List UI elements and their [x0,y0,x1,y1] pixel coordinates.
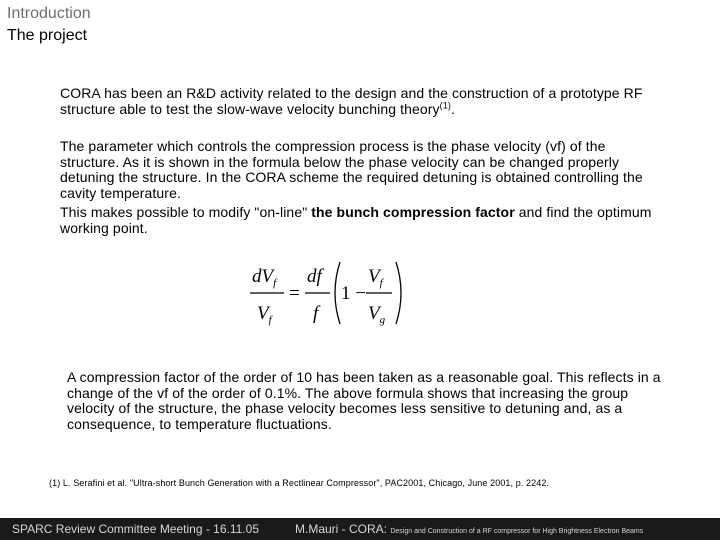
formula-paren-left [335,262,340,324]
paragraph-compression-goal: A compression factor of the order of 10 has been taken as a reasonable goal. This reflects in a change of the vf of the order of 0.1%. The above formula shows that increasing the group velocity of the structure, the phase velocity becomes less sensitive to detuning and, as a consequence, to temperature fluctuations. [67,369,661,432]
paragraph-text: and find the optimum working point. [60,204,652,236]
section-title: Introduction [7,5,91,22]
paragraph-text: CORA has been an R&D activity related to the design and the construction of a prototype RF structure able to test the slow-wave velocity bunching theory [60,85,643,117]
footer-bar [0,518,720,540]
footer-author-name: M.Mauri - CORA: [295,522,391,536]
formula-paren-right [396,262,401,324]
footnote: (1) L. Serafini et al. "Ultra-short Bunch Generation with a Rectlinear Compressor", PAC2001, Chicago, June 2001, p. 2242. [49,478,550,488]
paragraph-online [60,205,660,236]
paragraph-phase-velocity: The parameter which controls the compression process is the phase velocity (vf) of the structure. As it is shown in the formula below the phase velocity can be changed properly detuning the structure. In the CORA scheme the required detuning is obtained controlling the cavity temperature. [60,138,643,201]
formula-dvf: $dV_f$ [252,266,277,289]
formula-vf-numerator: $V_f$ [368,266,383,289]
footnote-ref: (1) [439,99,451,110]
formula-vf-denominator: $V_f$ [257,303,272,326]
formula-f: f [313,303,319,324]
slide-title: The project [7,27,88,44]
paragraph-text: This makes possible to modify "on-line" [60,204,312,220]
footer-talk-title: Design and Construction of a RF compressor for High Brightness Electron Beams [390,528,644,535]
footer-meeting: SPARC Review Committee Meeting - 16.11.05 [12,522,259,536]
emphasis-text: the bunch compression factor [311,204,515,220]
phase-velocity-formula [246,256,410,330]
paragraph-end: . [450,100,455,117]
formula-equals: = [289,283,300,304]
paragraph-cora-intro [60,86,660,117]
formula-df: df [307,266,322,287]
formula-vg: $V_g$ [368,303,386,326]
footer-author [295,522,643,536]
formula-one-minus: 1 − [341,283,366,304]
